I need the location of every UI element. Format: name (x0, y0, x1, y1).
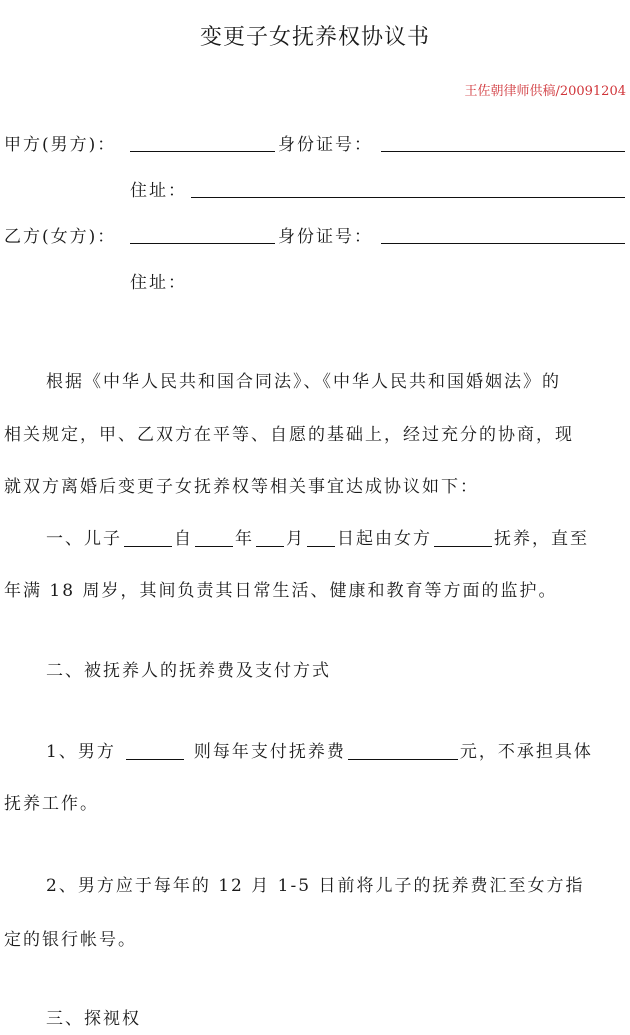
clause-3-heading: 三、探视权 (46, 1009, 141, 1029)
father-name-blank[interactable] (126, 741, 184, 760)
clause-1-text-e: 日起由女方 (337, 529, 432, 549)
item-2-line-1: 2、男方应于每年的 12 月 1-5 日前将儿子的抚养费汇至女方指 (46, 876, 585, 896)
party-a-id-field[interactable] (381, 151, 625, 152)
clause-1-line-1 (46, 524, 589, 549)
intro-line-3: 就双方离婚后变更子女抚养权等相关事宜达成协议如下： (4, 477, 479, 497)
clause-1-text-a: 一、儿子 (46, 529, 122, 549)
mother-name-blank[interactable] (434, 528, 492, 547)
year-blank[interactable] (195, 528, 233, 547)
clause-1-text-f: 抚养，直至 (494, 529, 589, 549)
party-b-name-field[interactable] (130, 243, 275, 244)
party-b-id-field[interactable] (381, 243, 625, 244)
document-title: 变更子女抚养权协议书 (199, 25, 430, 50)
party-b-address-label: 住址： (130, 273, 187, 293)
party-a-id-label: 身份证号： (278, 135, 373, 155)
party-b-label: 乙方(女方)： (4, 227, 117, 247)
party-a-address-field[interactable] (191, 197, 625, 198)
clause-1-text-d: 月 (286, 529, 305, 549)
day-blank[interactable] (307, 528, 335, 547)
item-1-text-a: 1、男方 (46, 742, 116, 762)
author-note: 王佐朝律师供稿/20091204 (464, 84, 626, 99)
clause-1-text-b: 自 (174, 529, 193, 549)
intro-line-2: 相关规定，甲、乙双方在平等、自愿的基础上，经过充分的协商，现 (4, 425, 574, 445)
party-b-id-label: 身份证号： (278, 227, 373, 247)
clause-2-heading: 二、被抚养人的抚养费及支付方式 (46, 661, 331, 681)
clause-1-text-c: 年 (235, 529, 254, 549)
party-a-address-label: 住址： (130, 181, 187, 201)
clause-1-line-2: 年满 18 周岁，其间负责其日常生活、健康和教育等方面的监护。 (4, 581, 558, 601)
intro-line-1: 根据《中华人民共和国合同法》、《中华人民共和国婚姻法》的 (46, 372, 561, 392)
son-name-blank[interactable] (124, 528, 172, 547)
party-a-name-field[interactable] (130, 151, 275, 152)
item-1-text-c: 元，不承担具体 (459, 742, 593, 762)
item-1-text-b: 则每年支付抚养费 (193, 742, 346, 762)
item-1-line-1 (46, 737, 593, 762)
item-1-line-2: 抚养工作。 (4, 794, 99, 814)
support-amount-blank[interactable] (348, 741, 458, 760)
party-a-label: 甲方(男方)： (4, 135, 117, 155)
item-2-line-2: 定的银行帐号。 (4, 930, 137, 950)
month-blank[interactable] (256, 528, 284, 547)
